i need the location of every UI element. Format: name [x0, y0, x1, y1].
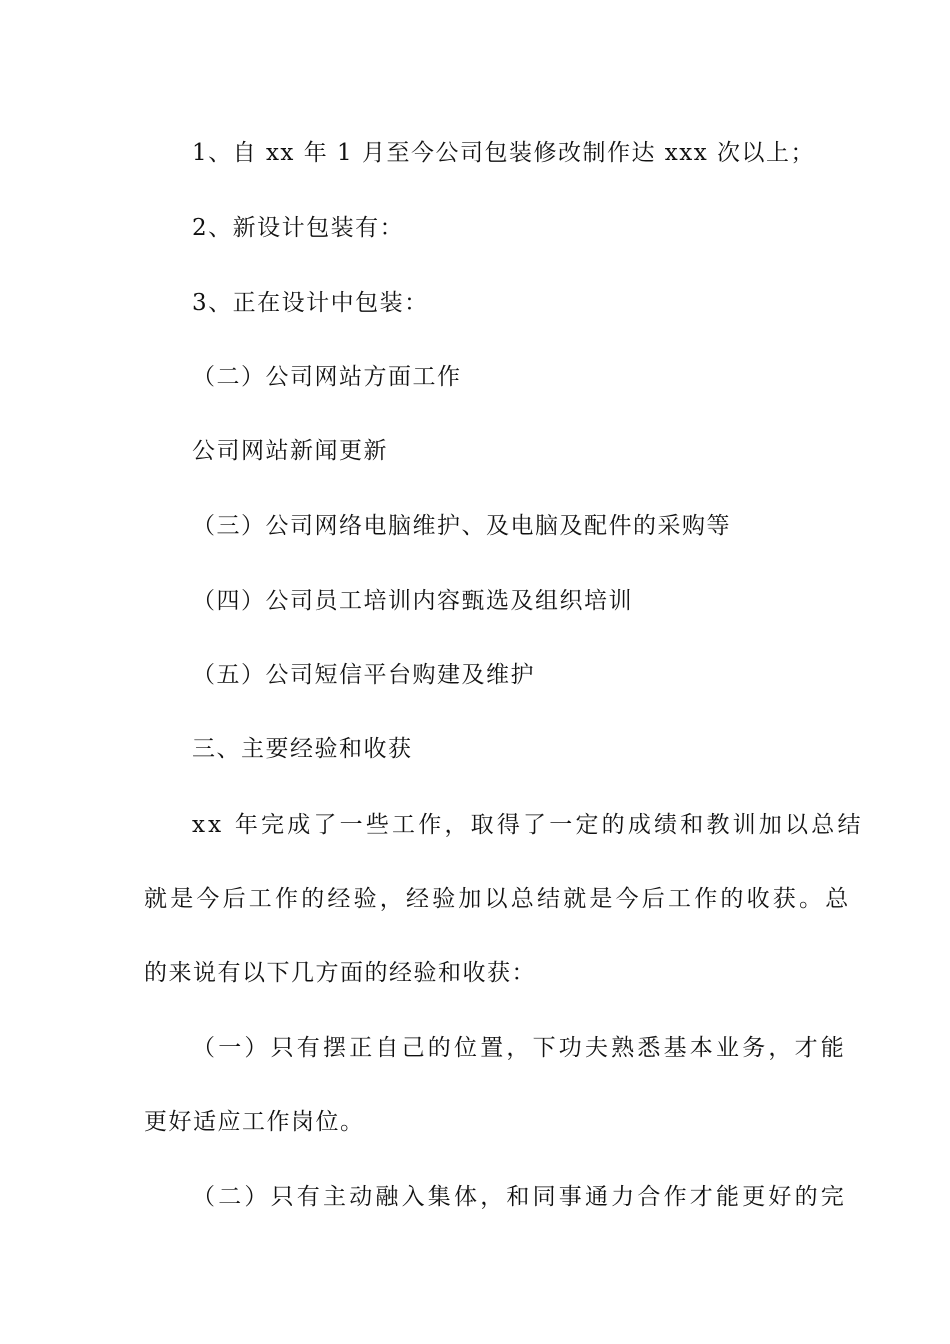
paragraph-line: xx 年完成了一些工作，取得了一定的成绩和教训加以总结: [192, 812, 864, 838]
section-heading-training: （四）公司员工培训内容甄选及组织培训: [192, 588, 633, 614]
list-item-1: 1、自 xx 年 1 月至今公司包装修改制作达 xxx 次以上；: [192, 140, 815, 166]
paragraph-line: 的来说有以下几方面的经验和收获：: [144, 960, 536, 986]
section-heading-website: （二）公司网站方面工作: [192, 364, 462, 390]
paragraph-line: 就是今后工作的经验，经验加以总结就是今后工作的收获。总: [144, 886, 852, 912]
paragraph-line: （二）只有主动融入集体，和同事通力合作才能更好的完: [192, 1184, 847, 1210]
section-heading-network: （三）公司网络电脑维护、及电脑及配件的采购等: [192, 513, 731, 539]
paragraph-line: 更好适应工作岗位。: [144, 1109, 365, 1135]
paragraph-line: 公司网站新闻更新: [192, 438, 388, 464]
list-item-3: 3、正在设计中包装：: [192, 290, 429, 316]
section-heading-experience: 三、主要经验和收获: [192, 736, 413, 762]
paragraph-line: （一）只有摆正自己的位置，下功夫熟悉基本业务，才能: [192, 1035, 847, 1061]
list-item-2: 2、新设计包装有：: [192, 215, 405, 241]
section-heading-sms-platform: （五）公司短信平台购建及维护: [192, 662, 535, 688]
